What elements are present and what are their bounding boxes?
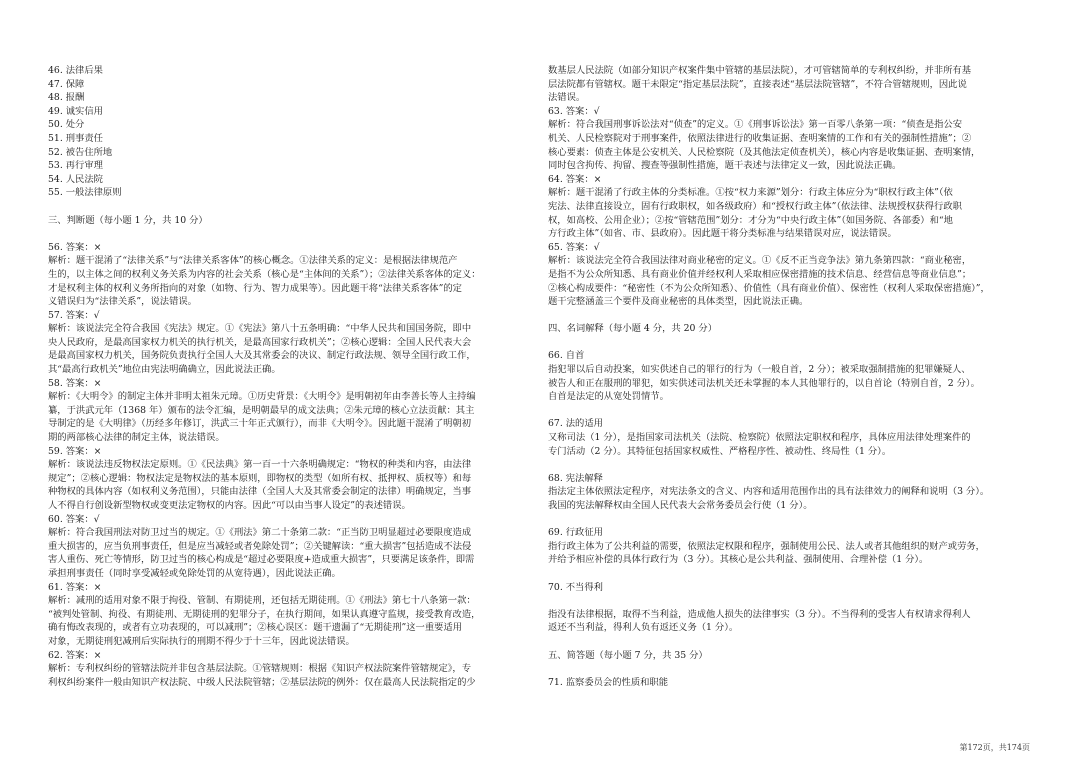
text-line: 65. 答案：√ [548,241,600,253]
text-line: 央人民政府，是最高国家权力机关的执行机关，是最高国家行政机关”；②核心逻辑：全国人民代表大会 [48,336,472,348]
text-line: 解析：《大明令》的制定主体并非明太祖朱元璋。①历史背景：《大明令》是明朝初年由李善长等人主持编 [48,391,476,403]
text-line: 自首是法定的从宽处罚情节。 [548,391,669,403]
text-line: 三、判断题（每小题 1 分，共 10 分） [48,214,208,226]
text-line: 解析：减刑的适用对象不限于拘役、管制、有期徒刑，还包括无期徒刑。①《刑法》第七十八条第一款： [48,595,476,607]
text-line: 层法院都有管辖权。题干未限定“指定基层法院”，直接表述“基层法院管辖”，不符合管辖规则，因此说 [548,78,967,90]
text-line: 69. 行政征用 [548,527,603,539]
text-line: 71. 监察委员会的性质和职能 [548,676,669,688]
text-line: 核心要素：侦查主体是公安机关、人民检察院（及其他法定侦查机关），核心内容是收集证据、查明案情， [548,146,981,158]
text-line: 68. 宪法解释 [548,472,603,484]
blank-line [48,227,508,241]
text-line: 56. 答案：× [48,241,102,253]
text-line: 66. 自首 [548,350,585,362]
text-line: 四、名词解释（每小题 4 分，共 20 分） [548,323,718,335]
left-column [48,64,508,689]
text-line: ②核心构成要件：“秘密性（不为公众所知悉）、价值性（具有商业价值）、保密性（权利人采取保密措施）”， [548,282,990,294]
text-line: 54. 人民法院 [48,173,103,185]
blank-line [548,567,1008,581]
blank-line [548,594,1008,608]
text-line: 是指不为公众所知悉、具有商业价值并经权利人采取相应保密措施的技术信息、经营信息等商业信息”； [548,268,972,280]
text-line: 47. 保障 [48,78,85,90]
text-line: 64. 答案：× [548,173,602,185]
text-line: 50. 处分 [48,119,85,131]
blank-line [548,336,1008,350]
blank-line [548,513,1008,527]
text-line: 解析：题干混淆了行政主体的分类标准。①按“权力来源”划分：行政主体应分为“职权行政主体”（依 [548,187,953,199]
text-line: 解析：该说法违反物权法定原则。①《民法典》第一百一十六条明确规定：“物权的种类和内容，由法律 [48,459,472,471]
text-line: 指行政主体为了公共利益的需要，依照法定权限和程序，强制使用公民、法人或者其他组织的财产或劳务， [548,540,985,552]
text-line: 法错误。 [548,92,586,104]
text-line: 方行政主体”（如省、市、县政府）。因此题干将分类标准与结果错误对应，说法错误。 [548,228,897,240]
text-line: 解析：符合我国刑事诉讼法对“侦查”的定义。①《刑事诉讼法》第一百零八条第一项：“侦查是指公安 [548,119,963,131]
text-line: 70. 不当得利 [548,581,603,593]
text-line: 又称司法（1 分），是指国家司法机关（法院、检察院）依照法定职权和程序，具体应用法律处理案件的 [548,432,971,444]
text-line: 60. 答案：√ [48,513,100,525]
right-column [548,64,1008,689]
blank-line [548,662,1008,676]
text-line: 并给予相应补偿的具体行政行为（3 分）。其核心是公共利益、强制使用、合理补偿（1 分）。 [548,554,929,566]
text-line: 期的两部核心法律的制定主体，说法错误。 [48,432,225,444]
text-line: 63. 答案：√ [548,105,600,117]
text-line: 义错误归为“法律关系”，说法错误。 [48,296,197,308]
text-line: 纂，于洪武元年（1368 年）颁布的法令汇编，是明朝最早的成文法典；②朱元璋的核心立法贡献：其主 [48,404,475,416]
blank-line [548,404,1008,418]
text-line: 数基层人民法院（如部分知识产权案件集中管辖的基层法院），才可管辖简单的专利权纠纷，并非所有基 [548,65,972,76]
text-line: “被判处管制、拘役、有期徒刑、无期徒刑的犯罪分子，在执行期间，如果认真遵守监规，接受教育改造， [48,608,481,620]
text-line: 利权纠纷案件一般由知识产权法院、中级人民法院管辖；②基层法院的例外：仅在最高人民法院指定的少 [48,676,476,688]
text-line: 宪法、法律直接设立，固有行政职权，如各级政府）和“授权行政主体”（依法律、法规授权获得行政职 [548,200,962,212]
text-line: 重大损害的，应当负刑事责任，但是应当减轻或者免除处罚”；②关键解读：“重大损害”包括造成不法侵 [48,540,472,552]
page-number: 第172页，共174页 [959,743,1030,752]
text-line: 58. 答案：× [48,377,102,389]
blank-line [548,458,1008,472]
blank-line [48,200,508,214]
text-line: 55. 一般法律原则 [48,187,122,199]
text-line: 五、简答题（每小题 7 分，共 35 分） [548,649,708,661]
text-line: 返还不当利益，得利人负有返还义务（1 分）。 [548,622,739,634]
text-line: 指法定主体依照法定程序，对宪法条文的含义、内容和适用范围作出的具有法律效力的阐释和说明（3 分）。 [548,486,990,498]
text-line: 解析：专利权纠纷的管辖法院并非包含基层法院。①管辖规则：根据《知识产权法院案件管辖规定》，专 [48,663,472,675]
text-line: 62. 答案：× [48,649,102,661]
text-line: 指没有法律根据，取得不当利益，造成他人损失的法律事实（3 分）。不当得利的受害人有权请求得利人 [548,608,971,620]
text-line: 解析：该说法完全符合我国法律对商业秘密的定义。①《反不正当竞争法》第九条第四款：“商业秘密， [548,255,972,267]
text-line: 其“最高行政机关”地位由宪法明确确立，因此说法正确。 [48,364,281,376]
text-line: 专门活动（2 分）。其特征包括国家权威性、严格程序性、被动性、终局性（1 分）。 [548,445,892,457]
text-line: 指犯罪以后自动投案，如实供述自己的罪行的行为（一般自首，2 分）；被采取强制措施的犯罪嫌疑人、 [548,364,971,376]
text-line: 承担刑事责任（同时享受减轻或免除处罚的从宽待遇），因此说法正确。 [48,567,341,579]
text-line: 害人重伤、死亡等情形，防卫过当的核心构成是“超过必要限度+造成重大损害”，只要满足该条件，即需 [48,554,475,566]
text-line: 67. 法的适用 [548,418,603,430]
text-line: 46. 法律后果 [48,65,103,76]
text-line: 51. 刑事责任 [48,132,103,144]
text-line: 52. 被告住所地 [48,146,113,158]
text-line: 我国的宪法解释权由全国人民代表大会常务委员会行使（1 分）。 [548,500,813,511]
text-line: 规定”；②核心逻辑：物权法定是物权法的基本原则，即物权的类型（如所有权、抵押权、质权等）和每 [48,472,472,484]
text-line: 权，如高校、公用企业）；②按“管辖范围”划分：才分为“中央行政主体”（如国务院、各部委）和“地 [548,214,953,226]
text-line: 解析：该说法完全符合我国《宪法》规定。①《宪法》第八十五条明确：“中华人民共和国国务院，即中 [48,323,472,335]
text-line: 题干完整涵盖三个要件及商业秘密的具体类型，因此说法正确。 [548,296,809,308]
text-line: 61. 答案：× [48,581,102,593]
text-line: 人不得自行创设新型物权或变更法定物权的内容。因此“可以由当事人设定”的表述错误。 [48,500,411,511]
text-line: 生的，以主体之间的权利义务关系为内容的社会关系（核心是“主体间的关系”）；②法律关系客体的定义： [48,268,481,280]
blank-line [548,635,1008,649]
text-line: 才是权利主体的权利义务所指向的对象（如物、行为、智力成果等）。因此题干将“法律关系客体”的定 [48,282,462,294]
text-line: 机关、人民检察院对于刑事案件，依照法律进行的收集证据、查明案情的工作和有关的强制性措施”；② [548,132,972,144]
text-line: 57. 答案：√ [48,309,100,321]
text-line: 解析：题干混淆了“法律关系”与“法律关系客体”的核心概念。①法律关系的定义：是根据法律规范产 [48,255,458,267]
text-line: 被告人和正在服刑的罪犯，如实供述司法机关还未掌握的本人其他罪行的，以自首论（特别自首，2 分）。 [548,377,980,389]
text-line: 53. 再行审理 [48,160,103,172]
text-line: 解析：符合我国刑法对防卫过当的规定。①《刑法》第二十条第二款：“正当防卫明显超过必要限度造成 [48,527,472,539]
text-line: 59. 答案：× [48,445,102,457]
text-line: 49. 诚实信用 [48,105,103,117]
text-line: 对象，无期徒刑犯减刑后实际执行的刑期不得少于十三年，因此说法错误。 [48,635,355,647]
text-line: 确有悔改表现的，或者有立功表现的，可以减刑”；②核心误区：题干遗漏了“无期徒刑”这一重要适用 [48,622,463,634]
text-line: 种物权的具体内容（如权利义务范围），只能由法律（全国人大及其常委会制定的法律）明确规定，当事 [48,486,472,498]
text-line: 是最高国家权力机关，国务院负责执行全国人大及其常委会的决议、制定行政法规、领导全国行政工作， [48,350,476,362]
blank-line [548,309,1008,323]
text-line: 导制定的是《大明律》（历经多年修订，洪武三十年正式颁行），而非《大明令》。因此题干混淆了明朝初 [48,418,472,430]
text-line: 48. 报酬 [48,92,85,104]
text-line: 同时包含拘传、拘留、搜查等强制性措施，题干表述与法律定义一致，因此说法正确。 [548,160,902,172]
